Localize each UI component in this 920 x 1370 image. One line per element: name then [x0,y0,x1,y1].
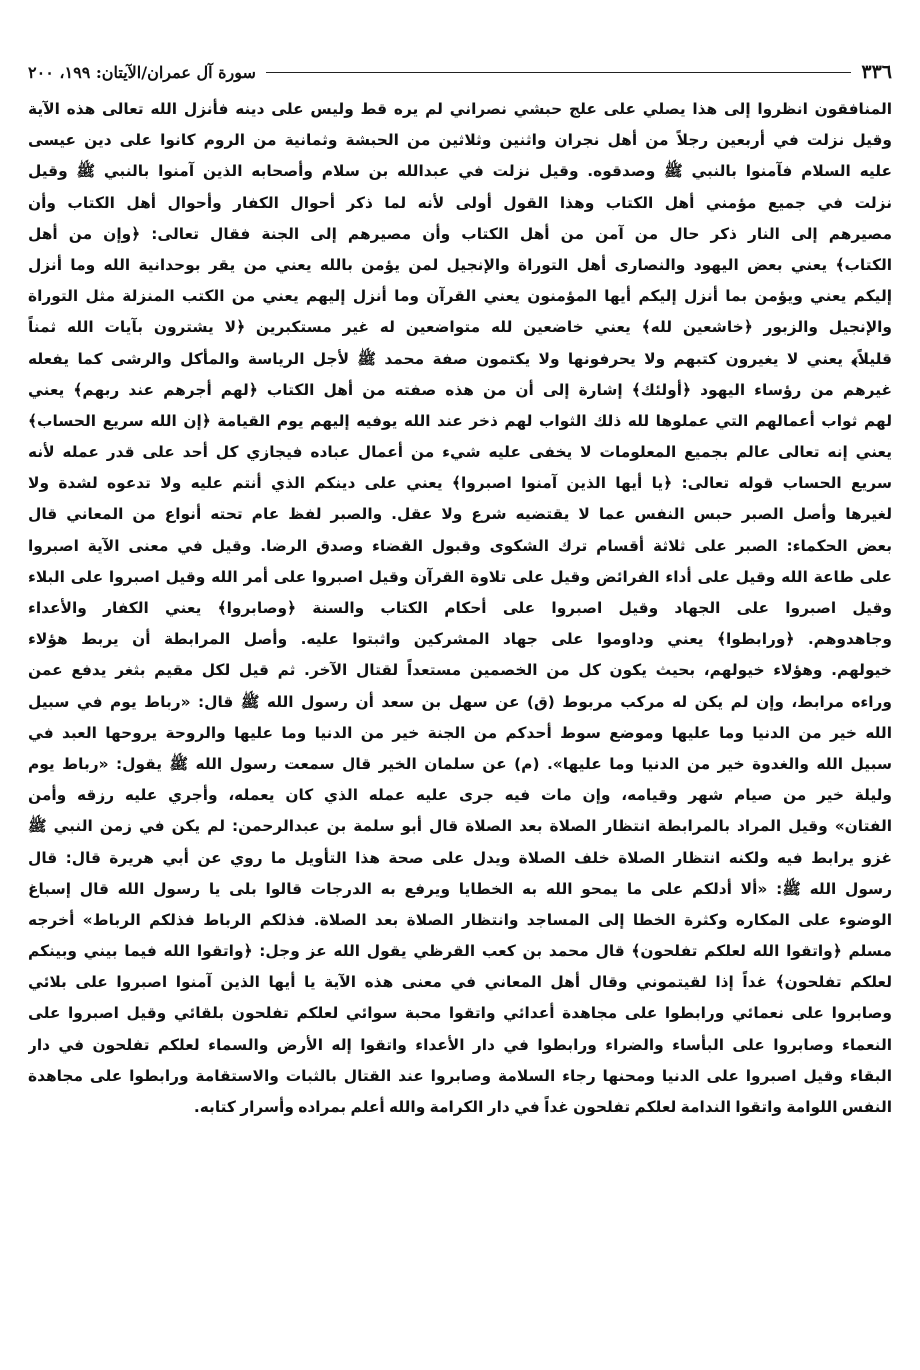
text-line: وقيل نزلت في أربعين رجلاً من أهل نجران واثنين وثلاثين من الحبشة وثمانية من الروم كانوا على دين عيسى [28,131,892,150]
text-line: إليكم يعني ويؤمن بما أنزل إليكم أيها المؤمنون يعني القرآن وما أنزل إليهم يعني من الكتب المنزلة مثل التوراة [28,287,892,306]
text-line: وجاهدوهم. ﴿ورابطوا﴾ يعني وداوموا على جهاد المشركين واثبتوا عليه. وأصل المرابطة أن يربط هؤلاء [28,630,892,649]
text-line: سبيل الله والغدوة خير من الدنيا وما عليها». (م) عن سلمان الخير قال سمعت رسول الله ﷺ يقول: «رباط يوم [28,754,892,773]
text-line: لغيرها وأصل الصبر حبس النفس عما لا يقتضيه شرع ولا عقل. والصبر لفظ عام تحته أنواع من المعاني قال [28,505,892,524]
text-line: والإنجيل والزبور ﴿خاشعين لله﴾ يعني خاضعين لله متواضعين له غير مستكبرين ﴿لا يشترون بآيات الله ثمناً [28,318,892,337]
text-line: رسول الله ﷺ: «ألا أدلكم على ما يمحو الله به الخطايا ويرفع به الدرجات قالوا بلى يا رسول الله قال إسباغ [28,879,892,898]
text-line: خيولهم. وهؤلاء خيولهم، بحيث يكون كل من الخصمين مستعداً لقتال الآخر. ثم قيل لكل مقيم بثغر يدفع عمن [28,661,892,680]
text-line: المنافقون انظروا إلى هذا يصلي على علج حبشي نصراني لم يره قط وليس على دينه فأنزل الله تعالى هذه الآية [28,100,892,118]
text-line: على طاعة الله وقيل على أداء الفرائض وقيل على تلاوة القرآن وقيل اصبروا على أمر الله وقيل اصبروا على البلاء [28,567,892,586]
header-rule [266,72,851,73]
text-line: الكتاب﴾ يعني بعض اليهود والنصارى أهل التوراة والإنجيل لمن يؤمن بالله يعني من يقر بوحدانية الله وما أنزل [28,255,892,274]
text-line: قليلاً﴾ يعني لا يغيرون كتبهم ولا يحرفونها ولا يكتمون صفة محمد ﷺ لأجل الرياسة والمأكل والرشى كما يفعله [28,349,892,368]
text-line: وراءه مرابط، وإن لم يكن له مركب مربوط (ق) عن سهل بن سعد أن رسول الله ﷺ قال: «رباط يوم في سبيل [28,692,892,711]
text-line: وصابروا على نعمائي ورابطوا على مجاهدة أعدائي واتقوا محبة سوائي لعلكم تفلحون بلقائي وقيل اصبروا على [28,1004,892,1023]
book-page [28,58,892,1318]
text-line: النعماء وصابروا على البأساء والضراء ورابطوا في دار الأعداء واتقوا إله الأرض والسماء لعلكم تفلحون في دار [28,1035,892,1054]
text-line: بعض الحكماء: الصبر على ثلاثة أقسام ترك الشكوى وقبول القضاء وصدق الرضا. وقيل في معنى الآية اصبروا [28,536,892,555]
text-line: وليلة خير من صيام شهر وقيامه، وإن مات فيه جرى عليه عمله الذي كان يعمله، وأجري عليه رزقه وأمن [28,786,892,805]
text-line: الفتان» وقيل المراد بالمرابطة انتظار الصلاة بعد الصلاة قال أبو سلمة بن عبدالرحمن: لم يكن في زمن النبي ﷺ [28,817,892,836]
text-line: لعلكم تفلحون﴾ غداً إذا لقيتموني وقال أهل المعاني في معنى هذه الآية يا أيها الذين آمنوا اصبروا على بلائي [28,973,892,992]
running-header [28,58,892,86]
text-line: نزلت في جميع مؤمني أهل الكتاب وهذا القول أولى لأنه لما ذكر أحوال الكفار وأحوال أهل الكتاب وأن [28,193,892,212]
text-line: مصيرهم إلى النار ذكر حال من آمن من أهل الكتاب وأن مصيرهم إلى الجنة فقال تعالى: ﴿وإن من أهل [28,224,892,243]
text-line: يعني إنه تعالى عالم بجميع المعلومات لا يخفى عليه شيء من أعمال عباده فيجازي كل أحد على قدر عمله لأنه [28,443,892,462]
surah-title: سورة آل عمران/الآيتان: ١٩٩، ٢٠٠ [28,62,256,82]
text-line: غيرهم من رؤساء اليهود ﴿أولئك﴾ إشارة إلى أن من هذه صفته من أهل الكتاب ﴿لهم أجرهم عند ربهم﴾ يعني [28,380,892,399]
text-line: الله خير من الدنيا وما عليها وموضع سوط أحدكم من الجنة خير من الدنيا وما عليها والروحة يروحها العبد في [28,723,892,742]
text-line: الوضوء على المكاره وكثرة الخطا إلى المساجد وانتظار الصلاة بعد الصلاة. فذلكم الرباط فذلكم الرباط» أخرجه [28,910,892,929]
text-line: البقاء وقيل اصبروا على الدنيا ومحنها رجاء السلامة وصابروا عند القتال بالثبات والاستقامة ورابطوا على مجاهدة [28,1066,892,1085]
text-line: لهم ثواب أعمالهم التي عملوها لله ذلك الثواب لهم ذخر عند الله يوفيه إليهم يوم القيامة ﴿إن الله سريع الحساب﴾ [28,411,892,430]
text-line-last: النفس اللوامة واتقوا الندامة لعلكم تفلحون غداً في دار الكرامة والله أعلم بمراده وأسرار كتابه. [193,1098,892,1116]
text-line: عليه السلام فآمنوا بالنبي ﷺ وصدقوه. وقيل نزلت في عبدالله بن سلام وأصحابه الذين آمنوا بالنبي ﷺ وقيل [28,162,892,181]
text-line: مسلم ﴿واتقوا الله لعلكم تفلحون﴾ قال محمد بن كعب القرظي يقول الله عز وجل: ﴿واتقوا الله فيما بيني وبينكم [28,942,892,961]
text-line: سريع الحساب قوله تعالى: ﴿يا أيها الذين آمنوا اصبروا﴾ يعني على دينكم الذي أنتم عليه ولا تدعوه لشدة ولا [28,474,892,493]
commentary-text [28,94,892,1123]
page-number: ٣٣٦ [861,61,892,83]
text-line: غزو يرابط فيه ولكنه انتظار الصلاة خلف الصلاة ويدل على صحة هذا التأويل ما روي عن أبي هريرة قال: قال [28,848,892,867]
text-line: وقيل اصبروا على الجهاد وقيل اصبروا على أحكام الكتاب والسنة ﴿وصابروا﴾ يعني الكفار والأعداء [28,599,892,617]
